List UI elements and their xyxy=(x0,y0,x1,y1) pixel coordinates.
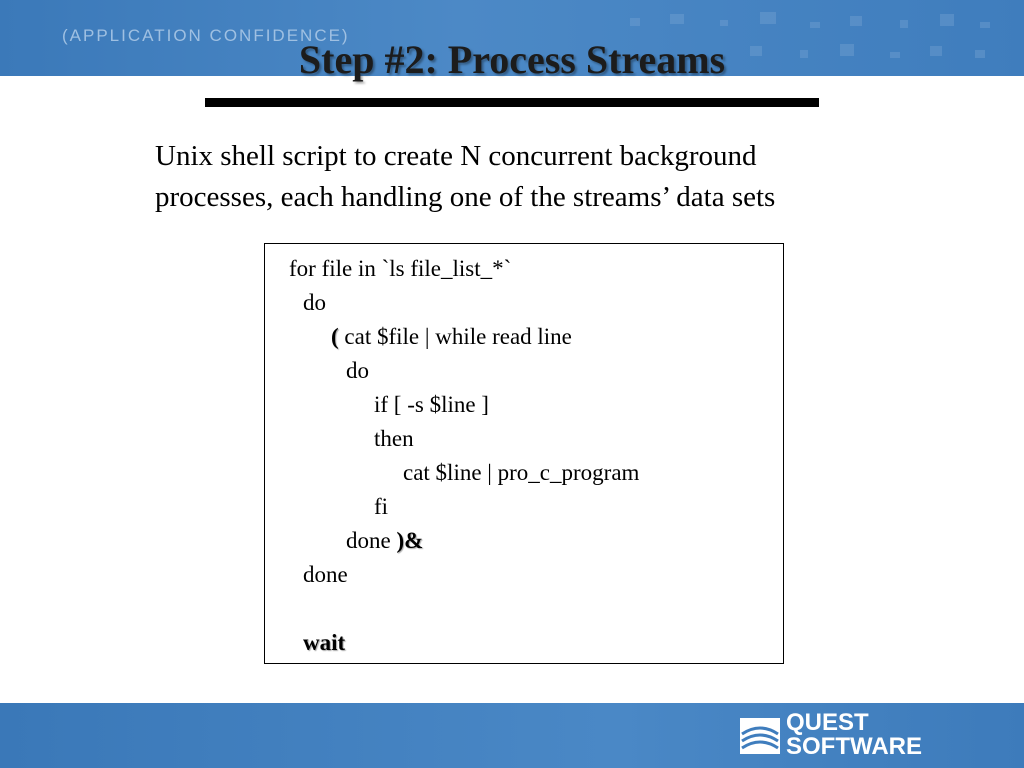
description-line-1: Unix shell script to create N concurrent background xyxy=(155,140,757,172)
banner-tagline: (APPLICATION CONFIDENCE) xyxy=(62,26,350,45)
code-line-1: for file in `ls file_list_*` xyxy=(289,256,512,281)
code-line-7: cat $line | pro_c_program xyxy=(403,460,640,485)
quest-logo-mark-icon xyxy=(738,714,784,758)
code-line-3-text: cat $file | while read line xyxy=(338,324,572,349)
code-line-10: done xyxy=(303,562,348,587)
code-line-wait: wait xyxy=(303,630,346,655)
code-line-9 xyxy=(346,526,423,556)
code-line-4: do xyxy=(346,358,369,383)
slide-description xyxy=(155,136,955,218)
logo-wordmark xyxy=(786,711,922,759)
code-line-9-text: done xyxy=(346,528,397,553)
title-underline xyxy=(205,98,819,107)
subshell-close-background: )& xyxy=(396,528,424,553)
code-line-8: fi xyxy=(374,494,389,519)
code-line-3 xyxy=(331,322,572,352)
quest-software-logo xyxy=(738,710,988,762)
subshell-open-paren: ( xyxy=(331,324,339,349)
logo-word-software: SOFTWARE xyxy=(786,733,922,760)
code-line-5: if [ -s $line ] xyxy=(374,392,489,417)
slide-title: Step #2: Process Streams xyxy=(298,37,726,82)
code-box xyxy=(264,243,784,664)
logo-word-quest: QUEST xyxy=(786,709,869,736)
code-line-2: do xyxy=(303,290,326,315)
code-line-6: then xyxy=(374,426,414,451)
description-line-2: processes, each handling one of the streams’ data sets xyxy=(155,181,776,213)
